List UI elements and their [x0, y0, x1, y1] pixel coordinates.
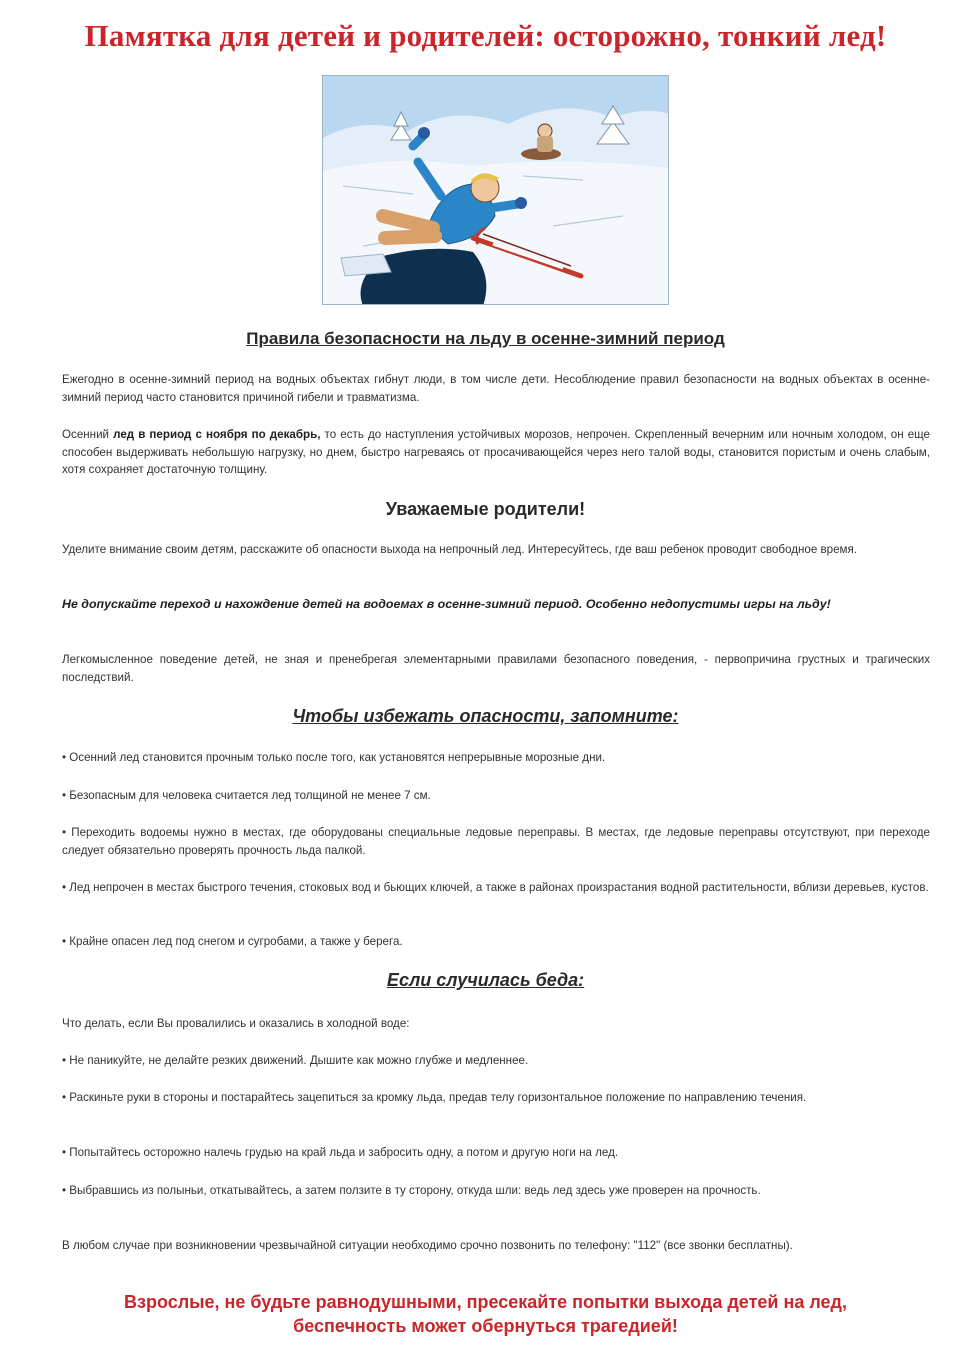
- footer-appeal: [0, 1290, 971, 1338]
- trouble-item: • Раскиньте руки в стороны и постарайтесь зацепиться за кромку льда, предав телу горизонтальное положение по направлению течения.: [62, 1091, 807, 1104]
- remember-heading: Чтобы избежать опасности, запомните:: [292, 706, 679, 726]
- page-title: Памятка для детей и родителей: осторожно, тонкий лед!: [84, 18, 887, 53]
- remember-item: • Переходить водоемы нужно в местах, где оборудованы специальные ледовые переправы. В местах, где ледовые переправы отсутствуют, при переходе следует обязательно проверять прочность льда палкой.: [62, 826, 930, 857]
- trouble-heading: Если случилась беда:: [386, 970, 585, 990]
- remember-item: • Лед непрочен в местах быстрого течения, стоковых вод и бьющих ключей, а также в районах произрастания водной растительности, вблизи деревьев, кустов.: [62, 881, 929, 894]
- trouble-item: • Выбравшись из полыньи, откатывайтесь, а затем ползите в ту сторону, откуда шли: ведь лед здесь уже проверен на прочность.: [62, 1184, 761, 1197]
- ice-floe: [341, 254, 391, 276]
- autumn-ice-after: то есть до наступления устойчивых морозов, непрочен. Скрепленный вечерним или ночным холодом, он еще способен выдерживать небольшую нагрузку, но днем, быстро нагреваясь от просачивающейся через него талой воды, становится пористым и очень слабым, хотя сохраняет достаточную толщину.: [62, 428, 930, 476]
- remember-item: • Крайне опасен лед под снегом и сугробами, а также у берега.: [62, 935, 403, 948]
- parents-paragraph: Уделите внимание своим детям, расскажите об опасности выхода на непрочный лед. Интересуйтесь, где ваш ребенок проводит свободное время.: [62, 543, 858, 556]
- trouble-item: • Попытайтесь осторожно налечь грудью на край льда и забросить одну, а потом и другую ноги на лед.: [62, 1146, 619, 1159]
- careless-paragraph: Легкомысленное поведение детей, не зная и пренебрегая элементарными правилами безопасного поведения, - первопричина грустных и трагических последствий.: [62, 653, 930, 684]
- rules-heading: Правила безопасности на льду в осенне-зимний период: [246, 329, 725, 348]
- autumn-ice-before: Осенний: [62, 428, 114, 441]
- warning-paragraph: Не допускайте переход и нахождение детей на водоемах в осенне-зимний период. Особенно недопустимы игры на льду!: [62, 597, 831, 611]
- parents-heading: Уважаемые родители!: [385, 499, 586, 519]
- footer-line-2: беспечность может обернуться трагедией!: [293, 1316, 678, 1336]
- trouble-intro: Что делать, если Вы провалились и оказались в холодной воде:: [62, 1017, 410, 1030]
- trouble-item: • Не паникуйте, не делайте резких движений. Дышите как можно глубже и медленнее.: [62, 1054, 529, 1067]
- illustration-svg: [323, 76, 669, 305]
- child-falling-through-ice-illustration: [322, 75, 669, 305]
- emergency-paragraph: В любом случае при возникновении чрезвычайной ситуации необходимо срочно позвонить по телефону: "112" (все звонки бесплатны).: [62, 1239, 793, 1252]
- autumn-ice-bold: лед в период с ноября по декабрь,: [113, 428, 321, 441]
- intro-paragraph: Ежегодно в осенне-зимний период на водных объектах гибнут люди, в том числе дети. Несоблюдение правил безопасности на водных объектах в осенне-зимний период часто становится причиной гибели и травматизма.: [62, 373, 930, 404]
- footer-line-1: Взрослые, не будьте равнодушными, пресекайте попытки выхода детей на лед,: [124, 1292, 847, 1312]
- remember-item: • Осенний лед становится прочным только после того, как установятся непрерывные морозные дни.: [62, 751, 606, 764]
- remember-item: • Безопасным для человека считается лед толщиной не менее 7 см.: [62, 789, 431, 802]
- autumn-ice-paragraph: [62, 426, 930, 479]
